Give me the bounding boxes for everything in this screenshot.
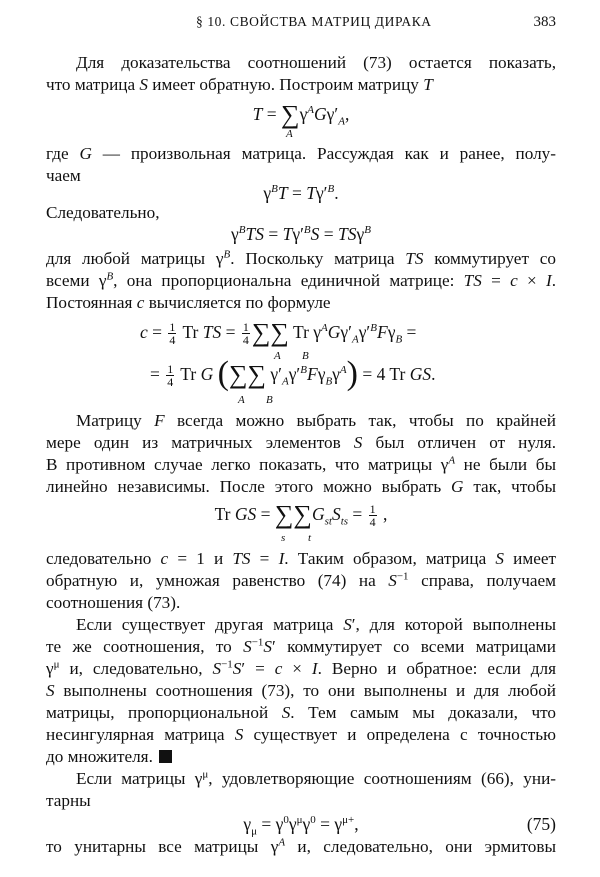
text-line: Следовательно, — [46, 203, 160, 222]
text-line: линейно независимы. После этого можно выбрать G так, чтобы — [46, 477, 556, 496]
text-line: те же соотношения, то $S^{-1}S'$ коммутирует со всеми матрицами — [46, 636, 556, 656]
text-line: Постоянная c вычисляется по формуле — [46, 293, 331, 312]
text-line: мере один из матричных элементов S был отличен от нуля. — [46, 433, 556, 452]
text-line: Если матрицы $\gamma^\mu$, удовлетворяющие соотношениям (66), уни- — [76, 768, 556, 788]
text-line: В противном случае легко показать, что матрицы $\gamma^A$ не были бы — [46, 454, 557, 474]
running-header — [46, 14, 556, 36]
text-line: $\gamma^\mu$ и, следовательно, $S^{-1}S' = c \times I$. Верно и обратное: если для — [46, 658, 556, 678]
text-line: Если существует другая матрица S′, для которой выполнены — [76, 615, 556, 634]
text-line: чаем — [46, 166, 81, 185]
text-line: для любой матрицы $\gamma^B$. Поскольку матрица TS коммутирует со — [46, 248, 557, 268]
text-line: соотношения (73). — [46, 593, 181, 612]
equation-number: (75) — [526, 814, 556, 834]
text-line: где G — произвольная матрица. Рассуждая как и ранее, полу- — [46, 144, 556, 163]
text-line: обратную и, умножая равенство (74) на $S^{-1}$ справа, получаем — [46, 570, 556, 590]
text-line: Матрицу F всегда можно выбрать так, чтобы по крайней — [76, 411, 556, 430]
text-line: то унитарны все матрицы $\gamma^A$ и, следовательно, они эрмитовы — [46, 836, 556, 856]
section-title: § 10. СВОЙСТВА МАТРИЦ ДИРАКА — [196, 14, 432, 29]
text-line: тарны — [46, 791, 91, 810]
text-line: несингулярная матрица S существует и определена с точностью — [46, 725, 556, 744]
formula-c-line2: = $\frac{1}{4}$ Tr G (∑∑ $\gamma'_A\gamma'^BF\gamma_B\gamma^A) = 4$ Tr GS. A B — [150, 355, 436, 406]
formula-gammaB-TS: $\gamma^BTS = T\gamma'^BS = TS\gamma^B$ — [231, 224, 371, 244]
formula-TrGS: Tr GS = $\sum\sum G_{st}S_{ts}$ = $\frac{1}{4}$ , s t — [214, 500, 388, 544]
text-line: что матрица S имеет обратную. Построим матрицу T — [46, 75, 433, 94]
text-line: следовательно c = 1 и TS = I. Таким образом, матрица S имеет — [46, 549, 556, 568]
formula-gammaB-T: $\gamma^BT = T\gamma'^B$. — [263, 183, 339, 203]
text-line: до множителя. — [46, 746, 556, 768]
text-line: всеми $\gamma^B$, она пропорциональна единичной матрице: TS = c × I. — [46, 270, 556, 290]
formula-c-line1: c = $\frac{1}{4}$ Tr TS = $\frac{1}{4}$ ∑∑ Tr $\gamma^AG\gamma'_A\gamma'^BF\gamma_B$ = A B — [140, 318, 417, 362]
text-line: S выполнены соотношения (73), то они выполнены и для любой — [46, 681, 556, 700]
formula-75: $\gamma_\mu = \gamma^0\gamma^\mu\gamma^0 = \gamma^{\mu+}$, (75) — [243, 814, 556, 838]
page-number: 383 — [533, 14, 556, 30]
text-line: матрицы, пропорциональной S. Тем самым мы доказали, что — [46, 703, 556, 722]
qed-square — [159, 750, 172, 763]
text-line: Для доказательства соотношений (73) остается показать, — [76, 53, 556, 72]
formula-T: $T = \sum\gamma^AG\gamma'_A$, A — [252, 100, 350, 140]
